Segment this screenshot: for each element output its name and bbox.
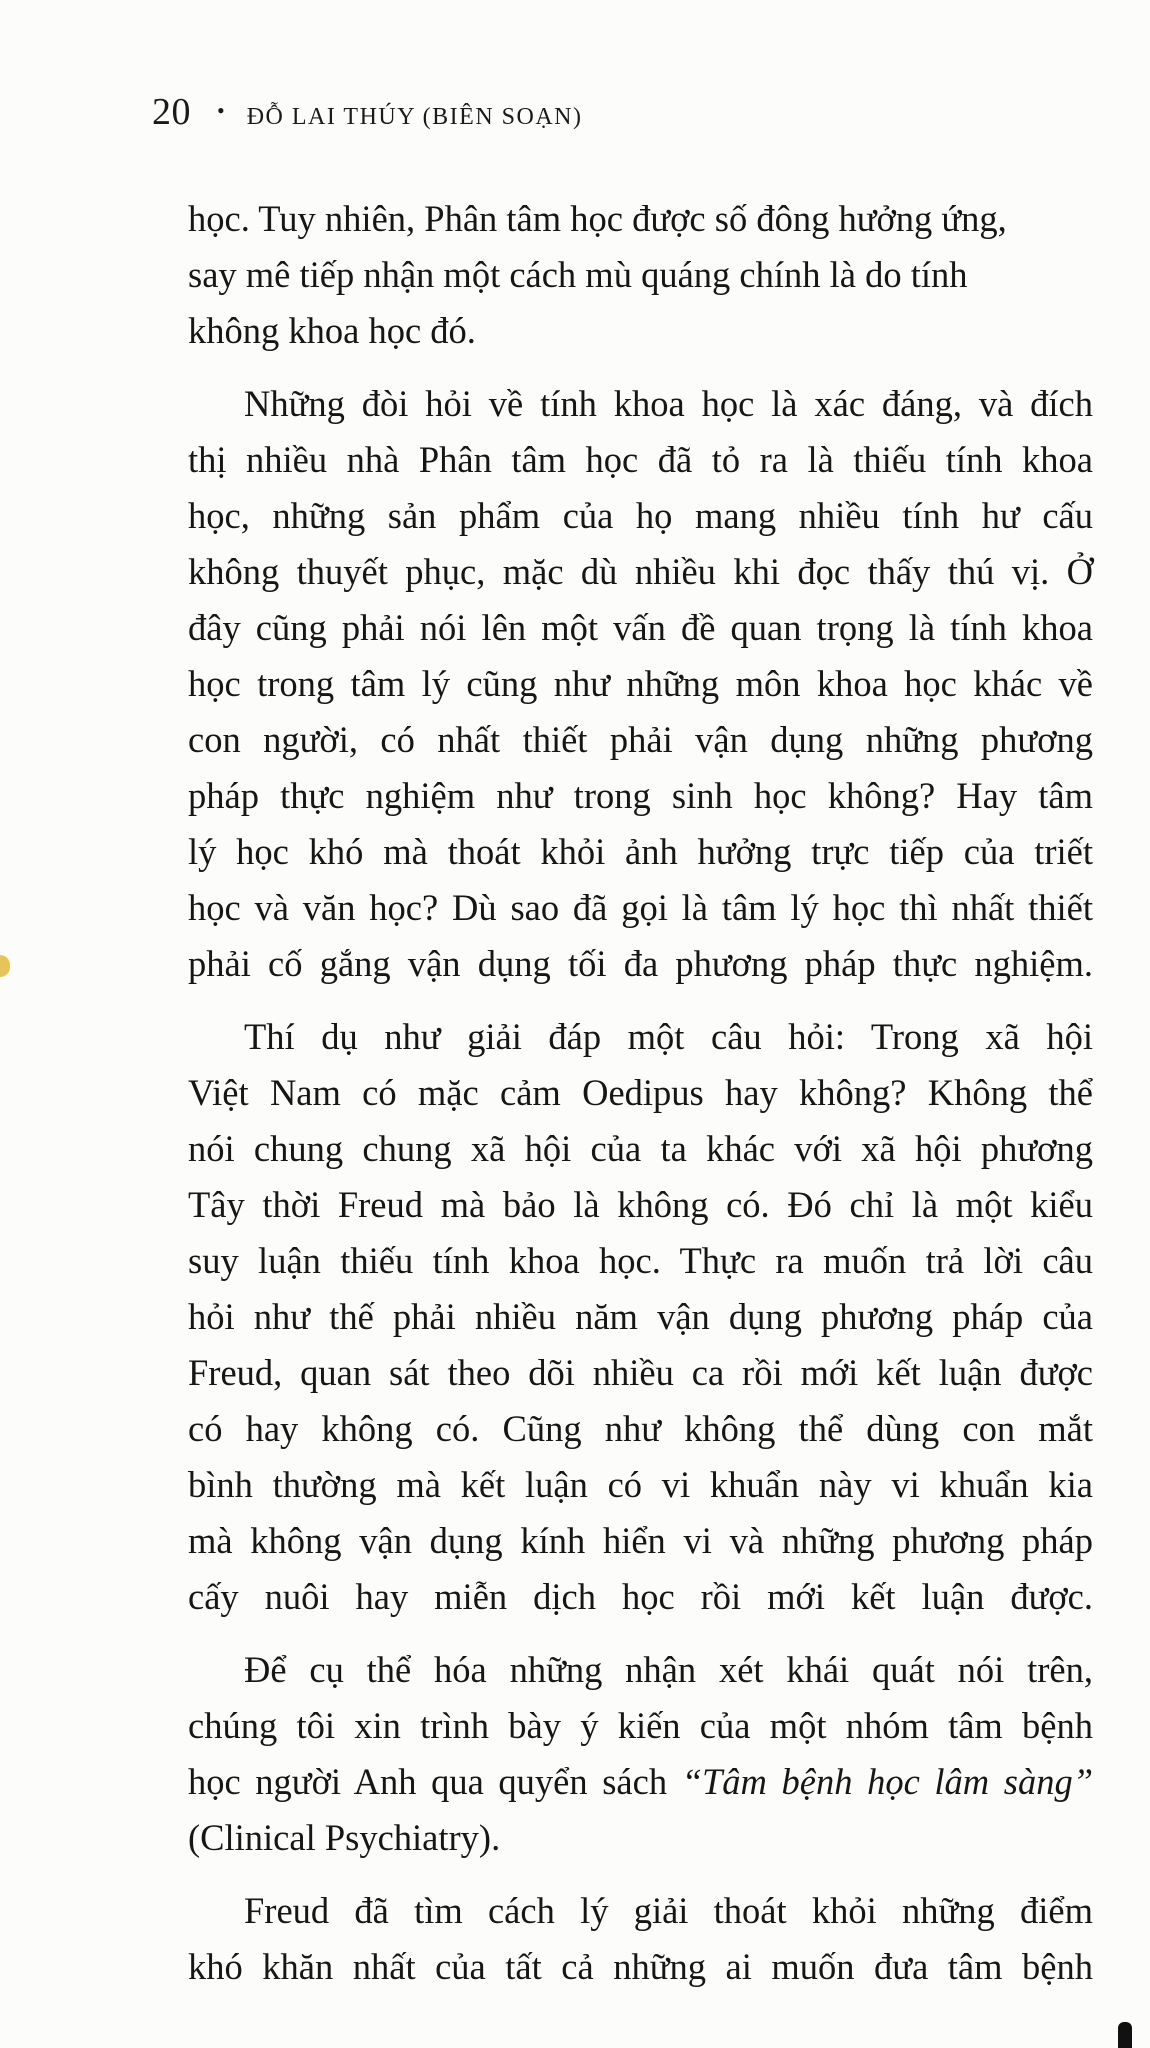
text-line: Những đòi hỏi về tính khoa học là xác đáng, và đích [244,383,1093,424]
text-line: lý học khó mà thoát khỏi ảnh hưởng trực tiếp của triết [188,831,1093,872]
paragraph-4 [188,1642,1093,1866]
text-line: không thuyết phục, mặc dù nhiều khi đọc thấy thú vị. Ở [188,551,1093,592]
text-line: nói chung chung xã hội của ta khác với xã hội phương [188,1128,1093,1169]
text-line: có hay không có. Cũng như không thể dùng con mắt [188,1408,1093,1449]
text-line: chúng tôi xin trình bày ý kiến của một nhóm tâm bệnh [188,1705,1093,1746]
text-line: phải cố gắng vận dụng tối đa phương pháp thực nghiệm. [188,943,1093,984]
text-line: Việt Nam có mặc cảm Oedipus hay không? Không thể [188,1072,1093,1113]
text-line: Thí dụ như giải đáp một câu hỏi: Trong xã hội [244,1016,1093,1057]
text-line: Freud, quan sát theo dõi nhiều ca rồi mới kết luận được [188,1352,1093,1393]
text-line: say mê tiếp nhận một cách mù quáng chính là do tính [188,254,968,295]
text-line: học và văn học? Dù sao đã gọi là tâm lý học thì nhất thiết [188,887,1093,928]
paragraph-2 [188,376,1093,992]
text-line: thị nhiều nhà Phân tâm học đã tỏ ra là thiếu tính khoa [188,439,1093,480]
paragraph-1 [188,191,1093,359]
page-number: 20 [152,91,191,133]
text-line: con người, có nhất thiết phải vận dụng những phương [188,719,1093,760]
header-bullet: • [217,98,225,123]
text-line: pháp thực nghiệm như trong sinh học không? Hay tâm [188,775,1093,816]
text-line: học, những sản phẩm của họ mang nhiều tính hư cấu [188,495,1093,536]
text-line: đây cũng phải nói lên một vấn đề quan trọng là tính khoa [188,607,1093,648]
text-line: mà không vận dụng kính hiển vi và những phương pháp [188,1520,1093,1561]
text-line-with-title [188,1754,1093,1810]
text-line: Để cụ thể hóa những nhận xét khái quát nói trên, [244,1649,1093,1690]
text-line: cấy nuôi hay miễn dịch học rồi mới kết luận được. [188,1576,1093,1617]
page-edge-tab [0,955,10,977]
running-header [152,90,583,140]
body-text [188,191,1093,2012]
book-title: “Tâm bệnh học lâm sàng” [681,1761,1093,1802]
paragraph-3 [188,1009,1093,1625]
text-line: hỏi như thế phải nhiều năm vận dụng phương pháp của [188,1296,1093,1337]
text-line: học. Tuy nhiên, Phân tâm học được số đông hưởng ứng, [188,198,1007,239]
text-line: Tây thời Freud mà bảo là không có. Đó chỉ là một kiểu [188,1184,1093,1225]
text-line: Freud đã tìm cách lý giải thoát khỏi những điểm [244,1890,1093,1931]
paragraph-5 [188,1883,1093,1995]
text-line: không khoa học đó. [188,310,476,351]
page-corner-mark [1118,2022,1132,2048]
text-line: bình thường mà kết luận có vi khuẩn này vi khuẩn kia [188,1464,1093,1505]
text-line: (Clinical Psychiatry). [188,1817,501,1858]
text-fragment: học người Anh qua quyển sách [188,1761,682,1802]
text-line: khó khăn nhất của tất cả những ai muốn đưa tâm bệnh [188,1946,1093,1987]
text-line: suy luận thiếu tính khoa học. Thực ra muốn trả lời câu [188,1240,1093,1281]
header-title: ĐỖ LAI THÚY (BIÊN SOẠN) [246,104,583,130]
text-line: học trong tâm lý cũng như những môn khoa học khác về [188,663,1093,704]
